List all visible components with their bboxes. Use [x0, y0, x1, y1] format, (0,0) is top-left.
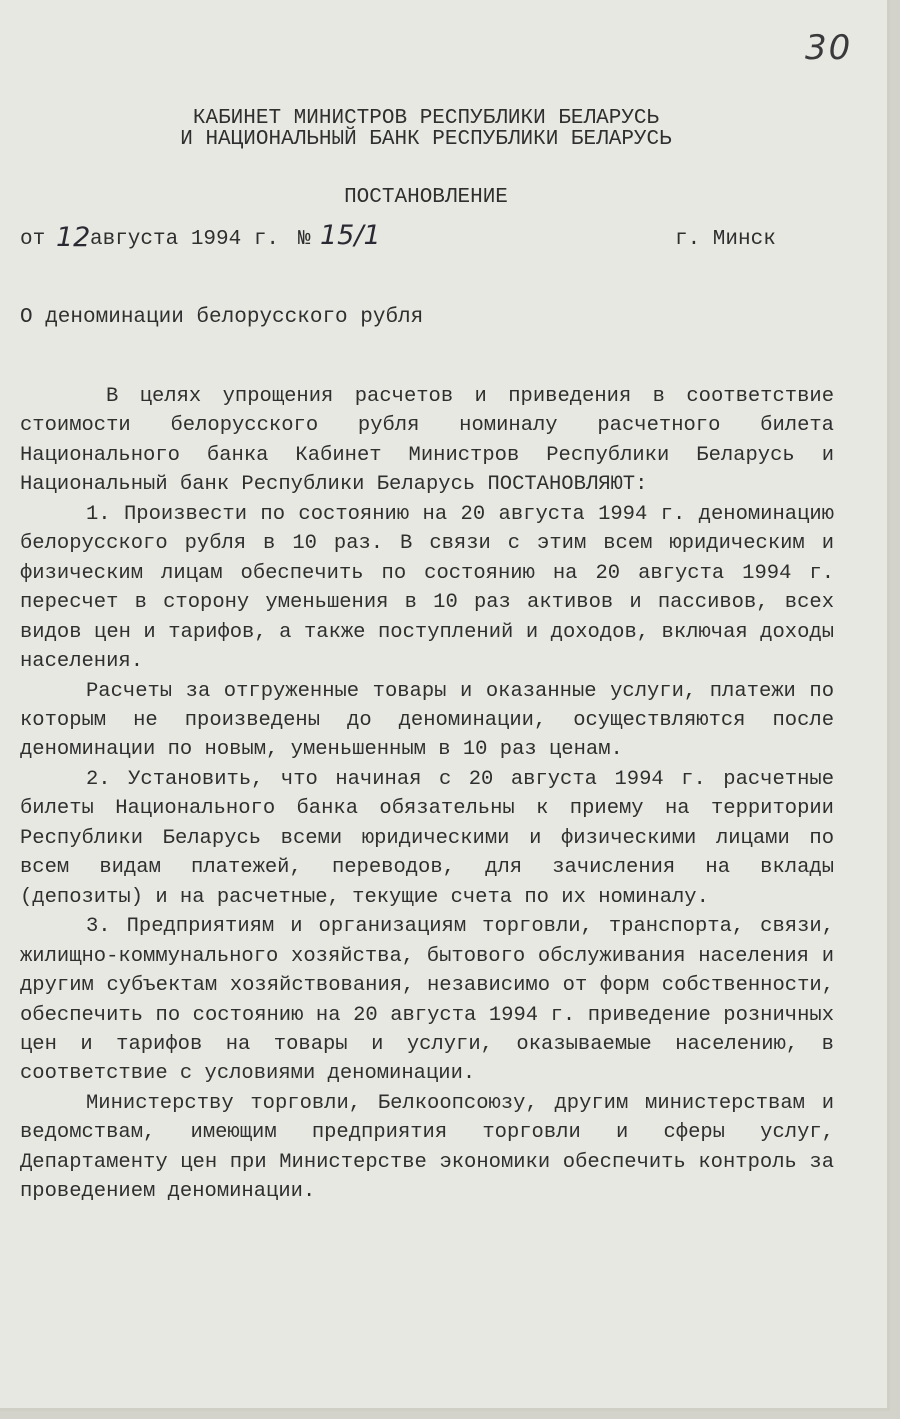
paragraph: Министерству торговли, Белкоопсоюзу, другим министерствам и ведомствам, имеющим предприятия торговли и сферы услуг, Департаменту цен при Министерстве экономики обеспечить контроль за проведением деноминации.: [20, 1091, 834, 1204]
subject-line: О деноминации белорусского рубля: [20, 306, 424, 329]
paragraph: 2. Установить, что начиная с 20 августа 1994 г. расчетные билеты Национального банка обязательны к приему на территории Республики Беларусь всеми юридическими и физическими лицами по всем видам платежей, переводов, для зачисления на вклады (депозиты) и на расчетные, текущие счета по их номиналу.: [20, 767, 834, 909]
paragraph: Расчеты за отгруженные товары и оказанные услуги, платежи по которым не произведены до деноминации, осуществляются после деноминации по новым, уменьшенным в 10 раз ценам.: [20, 679, 834, 762]
document-type: ПОСТАНОВЛЕНИЕ: [344, 186, 508, 209]
body-text: [20, 382, 834, 1207]
number-label: №: [298, 228, 311, 251]
city: г. Минск: [675, 228, 776, 251]
document-number: 15/1: [320, 220, 381, 251]
issuer-line-1: КАБИНЕТ МИНИСТРОВ РЕСПУБЛИКИ БЕЛАРУСЬ: [192, 107, 660, 130]
date-day: 12: [56, 222, 91, 253]
paragraph: 1. Произвести по состоянию на 20 августа 1994 г. деноминацию белорусского рубля в 10 раз. В связи с этим всем юридическим и физическим лицам обеспечить по состоянию на 20 августа 1994 г. пересчет в сторону уменьшения в 10 раз активов и пассивов, всех видов цен и тарифов, а также поступлений и доходов, включая доходы населения.: [20, 502, 834, 674]
paragraph: В целях упрощения расчетов и приведения в соответствие стоимости белорусского рубля номиналу расчетного билета Национального банка Кабинет Министров Республики Беларусь и Национальный банк Республики Беларусь ПОСТАНОВЛЯЮТ:: [20, 385, 834, 497]
paragraph: 3. Предприятиям и организациям торговли, транспорта, связи, жилищно-коммунального хозяйства, бытового обслуживания населения и другим субъектам хозяйствования, независимо от форм собственности, обеспечить по состоянию на 20 августа 1994 г. приведение розничных цен и тарифов на товары и услуги, оказываемые населению, в соответствие с условиями деноминации.: [20, 915, 834, 1086]
page-number: 30: [805, 28, 853, 68]
date-prefix: от: [20, 228, 46, 251]
issuer-line-2: И НАЦИОНАЛЬНЫЙ БАНК РЕСПУБЛИКИ БЕЛАРУСЬ: [180, 128, 672, 151]
date-line: [20, 220, 780, 258]
date-month-year: августа 1994 г.: [90, 228, 280, 251]
